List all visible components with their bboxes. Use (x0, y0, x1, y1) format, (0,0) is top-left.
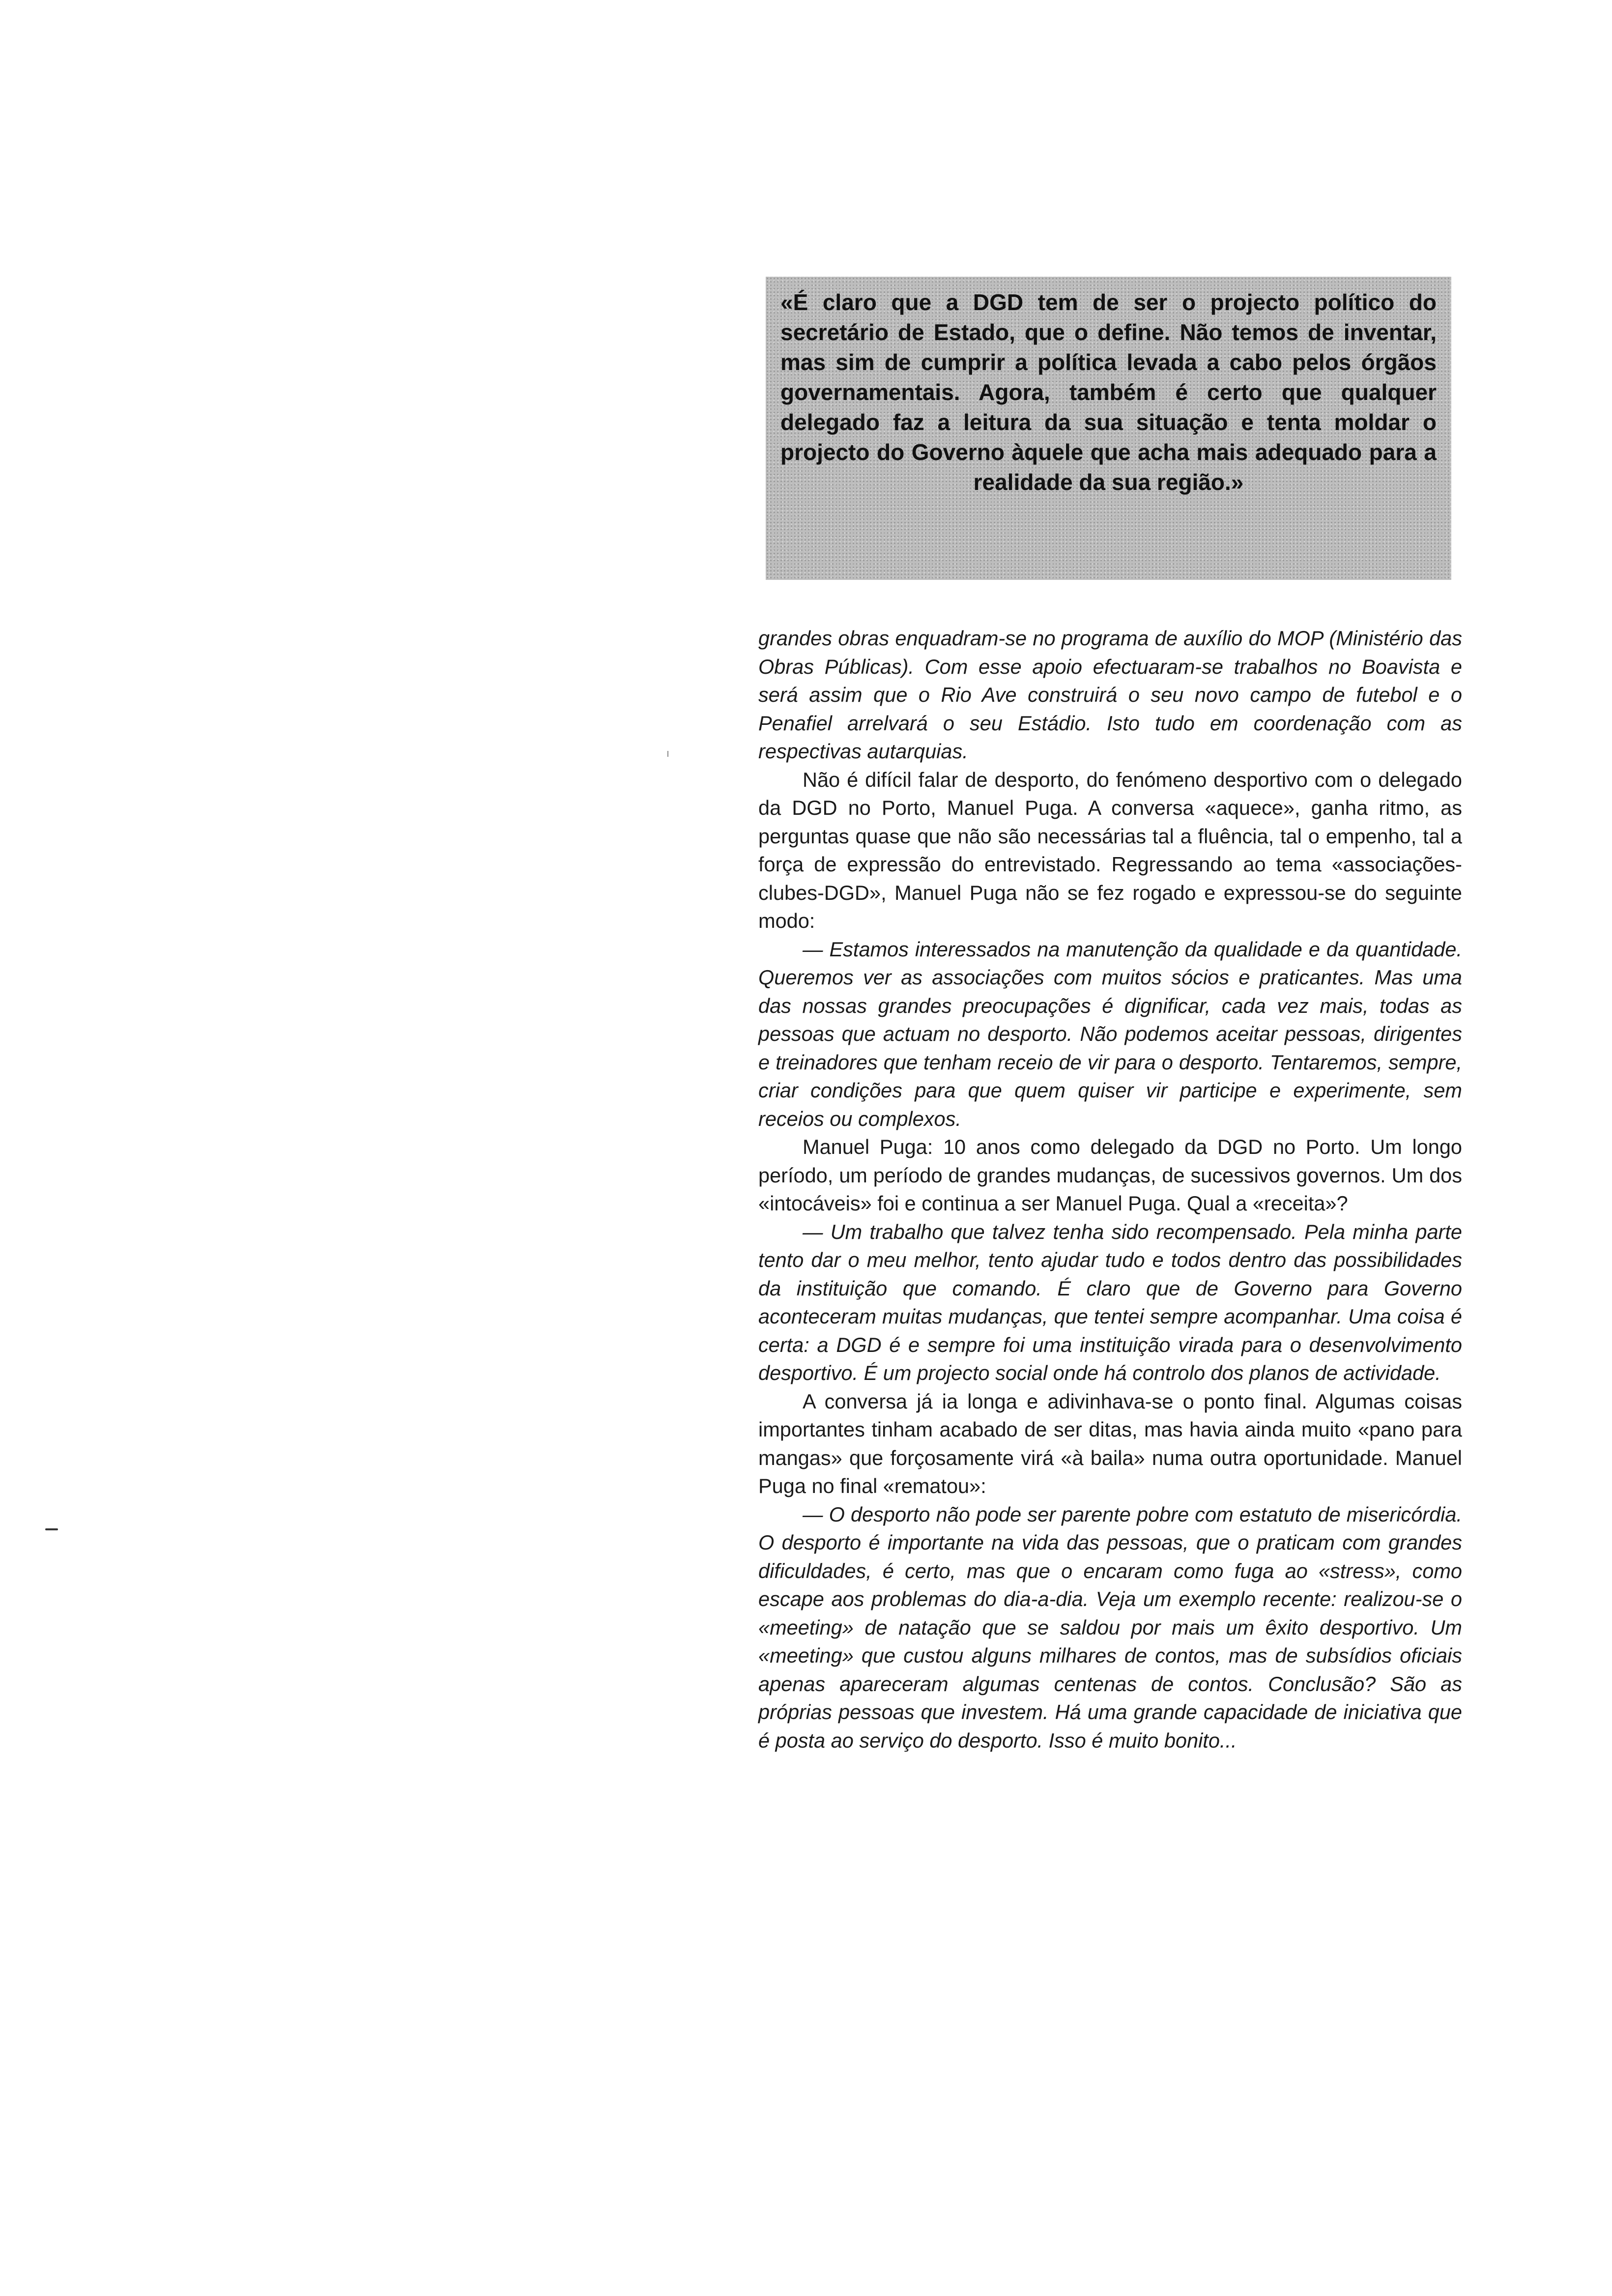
article-paragraph-2: Não é difícil falar de desporto, do fenómeno desportivo com o delegado da DGD no Porto, Manuel Puga. A conversa «aquece», ganha ritmo, as perguntas quase que não são necessárias tal a fluência, tal o empenho, tal a força de expressão do entrevistado. Regressando ao tema «associações-clubes-DGD», Manuel Puga não se fez rogado e expressou-se do seguinte modo: (758, 768, 1462, 932)
article-paragraph-7: — O desporto não pode ser parente pobre com estatuto de misericórdia. O desporto é importante na vida das pessoas, que o praticam com grandes dificuldades, é certo, mas que o encaram como fuga ao «stress», como escape aos problemas do dia-a-dia. Veja um exemplo recente: realizou-se o «meeting» de natação que se saldou por mais um êxito desportivo. Um «meeting» que custou alguns milhares de contos, mas de subsídios oficiais apenas apareceram algumas centenas de contos. Conclusão? São as próprias pessoas que investem. Há uma grande capacidade de iniciativa que é posta ao serviço do desporto. Isso é muito bonito... (758, 1502, 1462, 1752)
scan-mark (667, 751, 668, 757)
pullquote-box (766, 277, 1451, 580)
article-paragraph-6: A conversa já ia longa e adivinhava-se o ponto final. Algumas coisas importantes tinham acabado de ser ditas, mas havia ainda muito «pano para mangas» que forçosamente virá «à baila» numa outra oportunidade. Manuel Puga no final «rematou»: (758, 1389, 1462, 1497)
article-paragraph-5: — Um trabalho que talvez tenha sido recompensado. Pela minha parte tento dar o meu melhor, tento ajudar tudo e todos dentro das possibilidades da instituição que comando. É claro que de Governo para Governo aconteceram muitas mudanças, que tentei sempre acompanhar. Uma coisa é certa: a DGD é e sempre foi uma instituição virada para o desenvolvimento desportivo. É um projecto social onde há controlo dos planos de actividade. (758, 1220, 1462, 1384)
article-paragraph-3: — Estamos interessados na manutenção da qualidade e da quantidade. Queremos ver as associações com muitos sócios e praticantes. Mas uma das nossas grandes preocupações é dignificar, cada vez mais, todas as pessoas que actuam no desporto. Não podemos aceitar pessoas, dirigentes e treinadores que tenham receio de vir para o desporto. Tentaremos, sempre, criar condições para que quem quiser vir participe e experimente, sem receios ou complexos. (758, 937, 1462, 1130)
pullquote-text: «É claro que a DGD tem de ser o projecto político do secretário de Estado, que o define. Não temos de inventar, mas sim de cumprir a política levada a cabo pelos órgãos governamentais. Agora, também é certo que qualquer delegado faz a leitura da sua situação e tenta moldar o projecto do Governo àquele que acha mais adequado para a realidade da sua região.» (780, 289, 1437, 495)
article-paragraph-4: Manuel Puga: 10 anos como delegado da DGD no Porto. Um longo período, um período de grandes mudanças, de sucessivos governos. Um dos «intocáveis» foi e continua a ser Manuel Puga. Qual a «receita»? (758, 1135, 1462, 1215)
article-column (758, 624, 1462, 1754)
article-paragraph-1: grandes obras enquadram-se no programa de auxílio do MOP (Ministério das Obras Públicas). Com esse apoio efectuaram-se trabalhos no Boavista e será assim que o Rio Ave construirá o seu novo campo de futebol e o Penafiel arrelvará o seu Estádio. Isto tudo em coordenação com as respectivas autarquias. (758, 627, 1462, 763)
margin-dash-mark (45, 1528, 58, 1530)
